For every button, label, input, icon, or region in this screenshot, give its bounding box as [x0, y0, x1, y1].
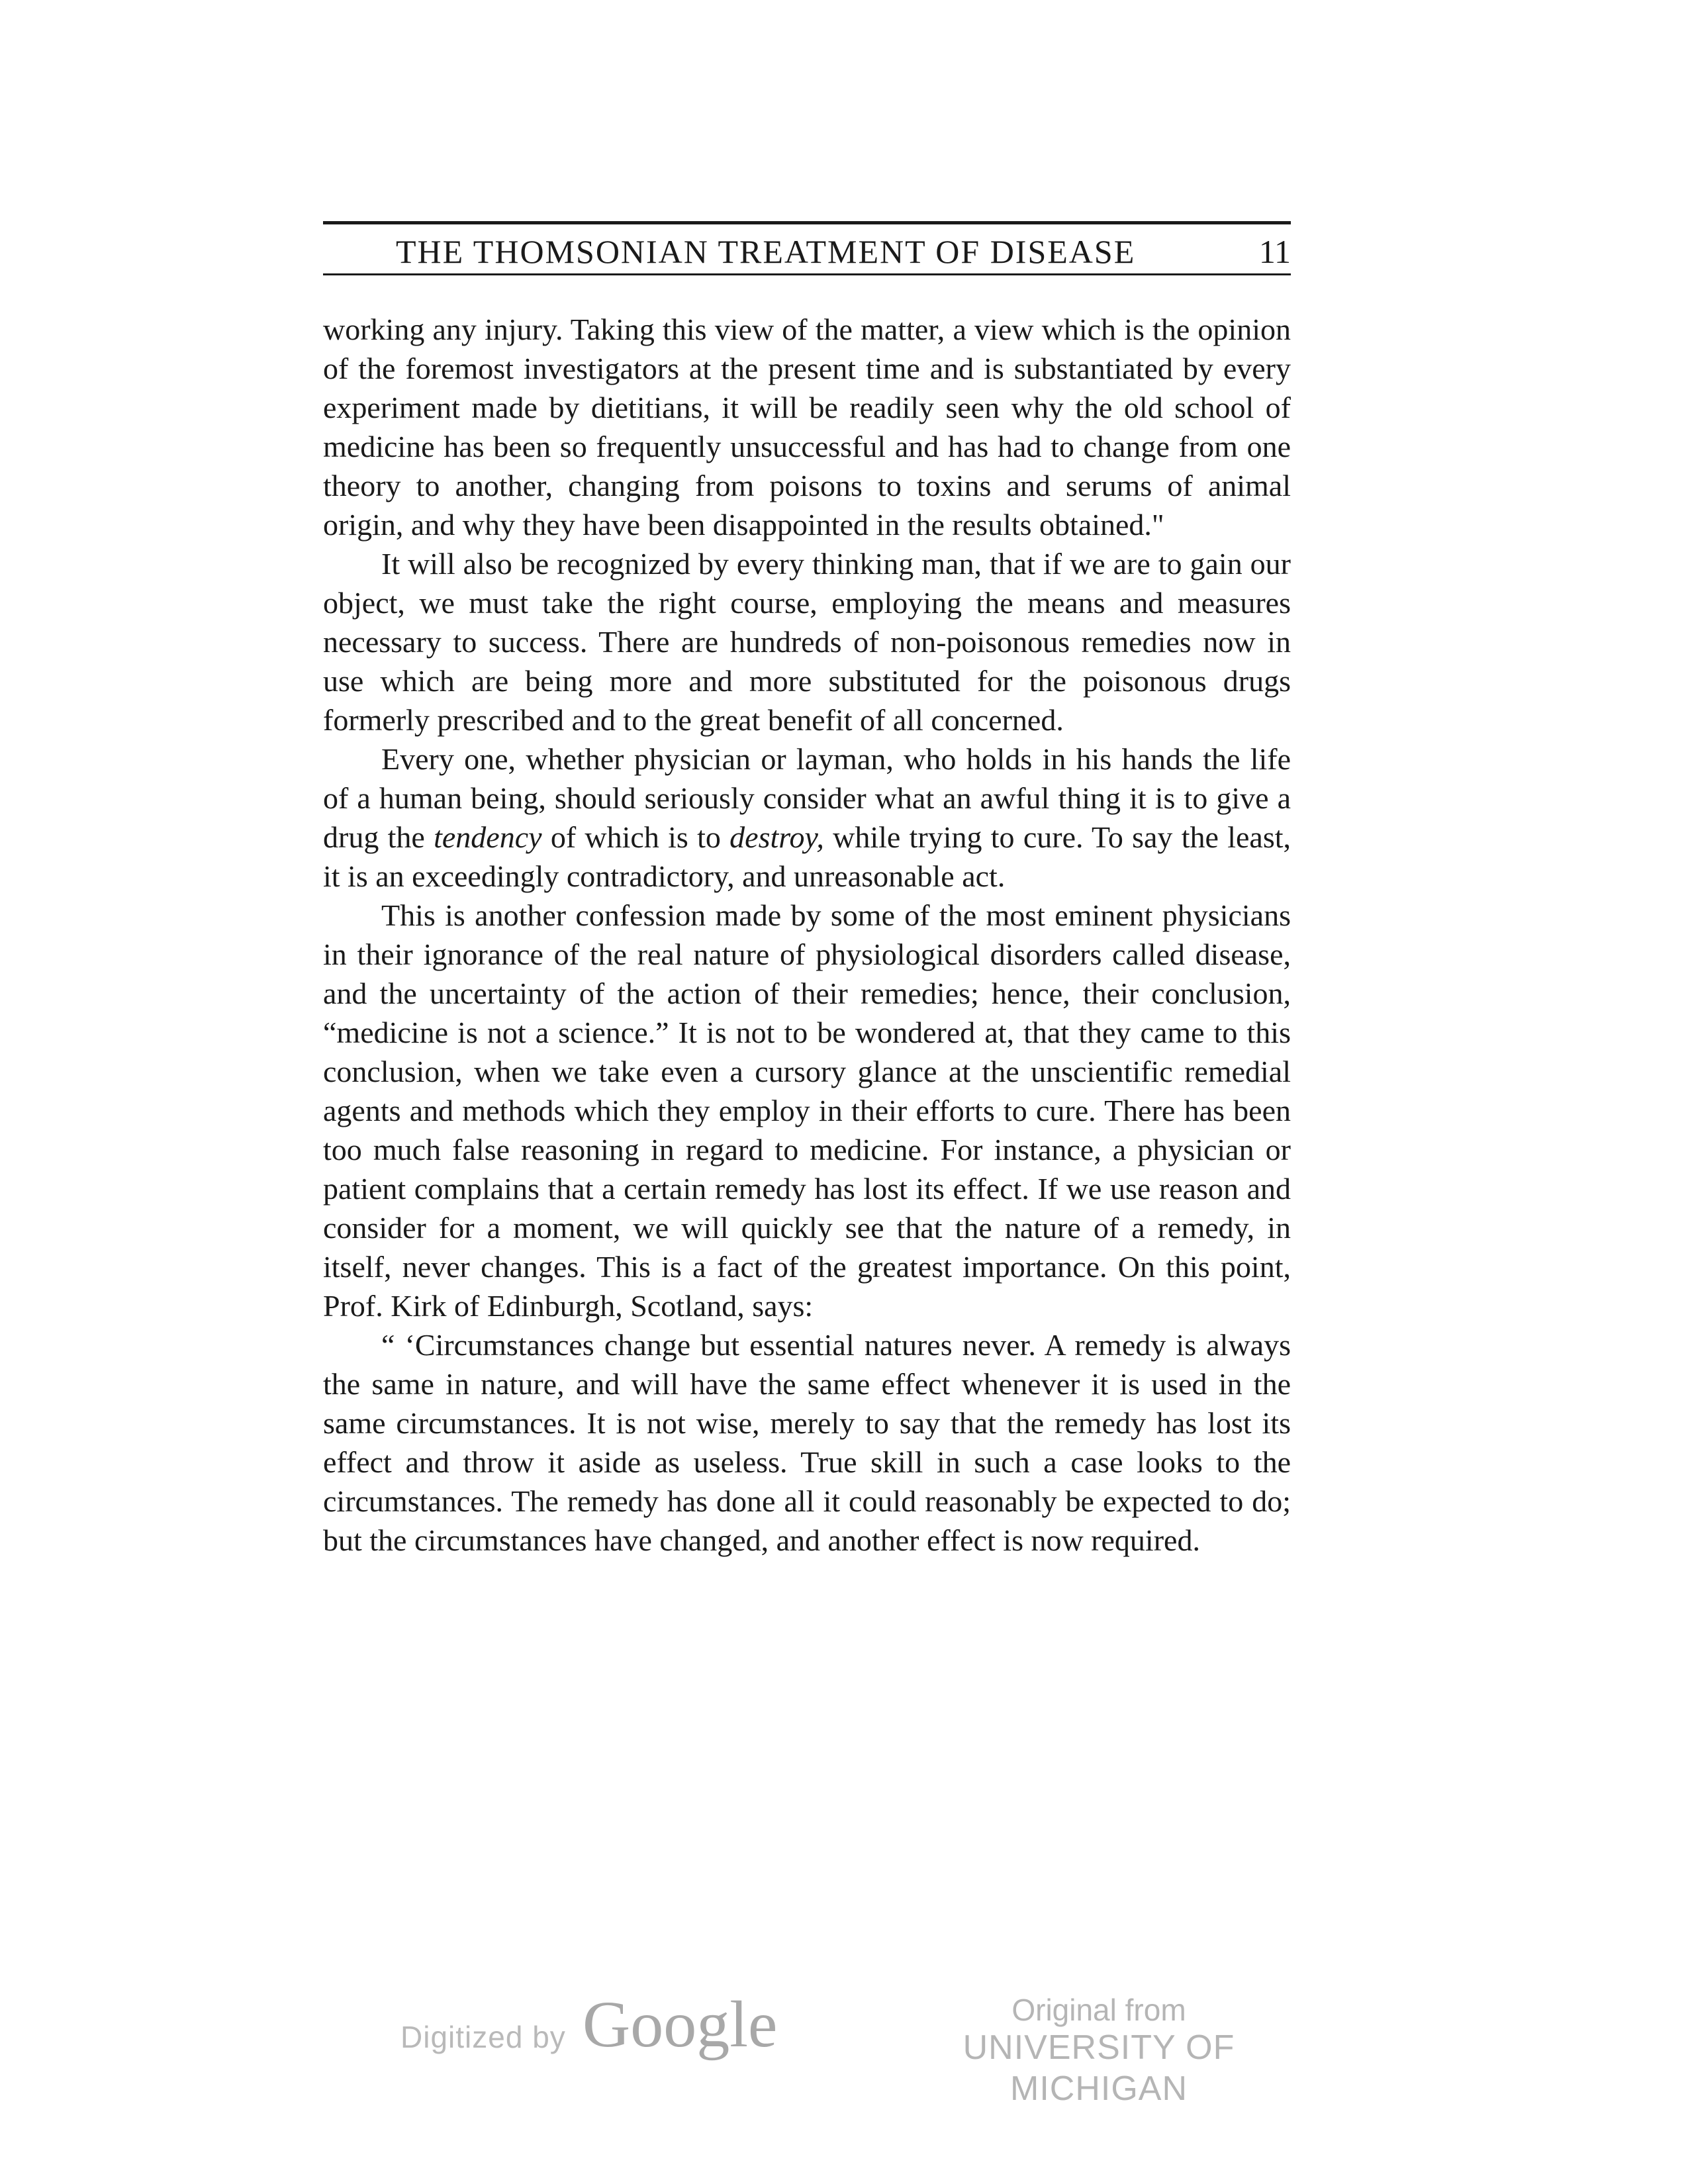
digitized-by-watermark — [400, 1986, 811, 2079]
paragraph: It will also be recognized by every thinking man, that if we are to gain our object, we must take the right course, employing the means and measures necessary to success. There are hundreds of non-poisonous remedies now in use which are being more and more substituted for the poisonous drugs formerly prescribed and to the great benefit of all concerned. — [323, 547, 1291, 737]
digitized-by-label: Digitized by — [400, 2020, 566, 2054]
running-header — [323, 221, 1291, 275]
page-number: 11 — [1258, 233, 1291, 270]
paragraph: This is another confession made by some of the most eminent physicians in their ignorance of the real nature of physiological disorders called disease, and the uncertainty of the action of their remedies; hence, their conclusion, “medicine is not a science.” It is not to be wondered at, that they came to this conclusion, when we take even a cursory glance at the unscientific remedial agents and methods which they employ in their efforts to cure. There has been too much false reasoning in regard to medicine. For instance, a physician or patient complains that a certain remedy has lost its effect. If we use reason and consider for a moment, we will quickly see that the nature of a remedy, in itself, never changes. This is a fact of the greatest importance. On this point, Prof. Kirk of Edinburgh, Scotland, says: — [323, 898, 1291, 1323]
text-run: while trying to cure. To say the least, it is an exceedingly contradictory, and unreasonable act. — [323, 820, 1291, 893]
running-title: THE THOMSONIAN TREATMENT OF DISEASE — [396, 233, 1136, 270]
text-run: of which is to — [541, 820, 730, 854]
italic-term: destroy, — [729, 820, 824, 854]
original-from-watermark — [914, 1993, 1284, 2109]
university-label: UNIVERSITY OF MICHIGAN — [962, 2028, 1235, 2108]
google-logo: Google — [583, 1987, 778, 2061]
paragraph-continued: working any injury. Taking this view of the matter, a view which is the opinion of the foremost investigators at the present time and is substantiated by every experiment made by dietitians, it will be readily seen why the old school of medicine has been so frequently unsuccessful and has had to change from one theory to another, changing from poisons to toxins and serums of animal origin, and why they have been disappointed in the results obtained." — [323, 312, 1291, 542]
original-from-label: Original from — [1011, 1993, 1186, 2027]
text-run: Every one, whether physician or layman, who holds in his hands the life of a human being, should seriously consider what an awful thing it is to give a drug the — [323, 742, 1291, 854]
italic-term: tendency — [434, 820, 542, 854]
quotation-paragraph: “ ‘Circumstances change but essential natures never. A remedy is always the same in nature, and will have the same effect whenever it is used in the same circumstances. It is not wise, merely to say that the remedy has lost its effect and throw it aside as useless. True skill in such a case looks to the circumstances. The remedy has done all it could reasonably be expected to do; but the circumstances have changed, and another effect is now required. — [323, 1328, 1291, 1557]
paragraph-with-italics — [323, 739, 1291, 896]
main-text — [323, 310, 1291, 1560]
